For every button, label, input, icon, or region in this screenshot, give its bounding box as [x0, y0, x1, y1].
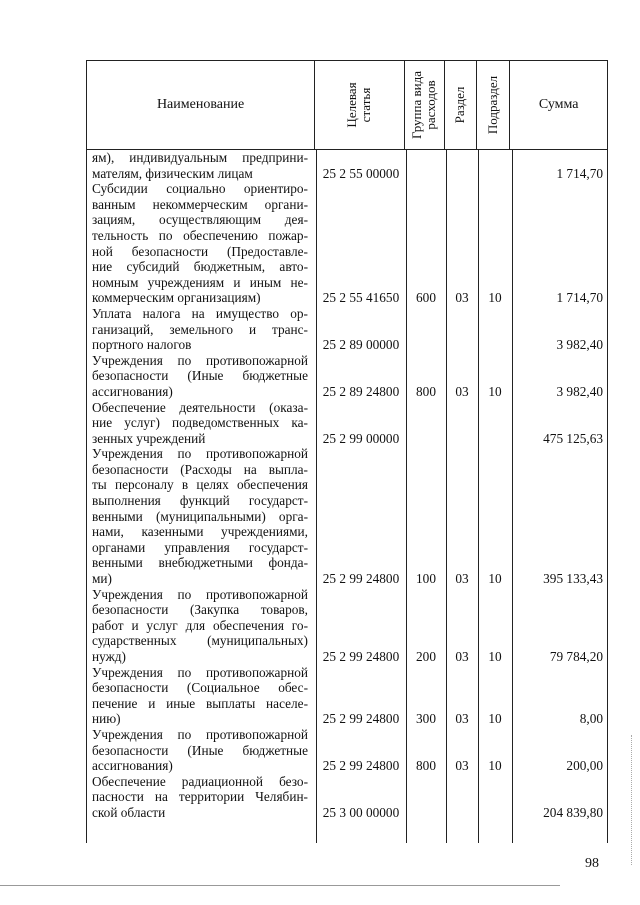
row-name [87, 587, 316, 665]
row-code: 25 2 99 00000 [322, 430, 400, 446]
row-name-line: тельность по обеспечению пожар- [92, 227, 308, 243]
row-subsection: 10 [488, 758, 502, 774]
row-name [87, 446, 316, 586]
row-name-line: безопасности (Иные бюджетные [92, 368, 308, 384]
row-name-line: портного налогов [92, 337, 192, 353]
header-code [315, 61, 405, 149]
row-name-line: работ и услуг для обеспечения го- [92, 617, 308, 633]
row-sum: 204 839,80 [543, 804, 603, 820]
row-name-line: номным учреждениям и иным не- [92, 274, 308, 290]
row-name-line: нужд) [92, 649, 126, 664]
row-name-line: сударственных (муниципальных) [92, 633, 308, 649]
table-row [87, 446, 607, 586]
row-name-line: органами управления государст- [92, 539, 308, 555]
row-name-line: венными внебюджетными фонда- [92, 555, 308, 571]
row-name-line: ние субсидий бюджетным, авто- [92, 259, 308, 275]
row-section: 03 [455, 290, 469, 306]
header-group-text: Группа вида расходов [409, 71, 439, 139]
row-name-line: безопасности (Социальное обес- [92, 680, 308, 696]
row-section: 03 [455, 711, 469, 727]
row-name-line: Учреждения по противопожарной [92, 586, 308, 602]
row-subsection: 10 [488, 711, 502, 727]
page-number: 98 [585, 856, 599, 871]
row-name-line: нию) [92, 711, 121, 727]
header-code-text: Целевая статья [344, 82, 374, 128]
row-section: 03 [455, 649, 469, 664]
row-group: 100 [416, 571, 436, 587]
table-row [87, 774, 607, 821]
header-subsection-text: Подраздел [484, 75, 500, 135]
row-sum: 1 714,70 [556, 290, 603, 306]
row-name-line: нами, казенными учреждениями, [92, 524, 308, 540]
row-name-line: ской области [92, 804, 166, 820]
row-name [87, 774, 316, 821]
table-row [87, 150, 607, 181]
row-name-line: зациям, осуществляющим дея- [92, 212, 308, 228]
row-name [87, 727, 316, 774]
table-rows [87, 150, 607, 821]
row-name-line: зенных учреждений [92, 430, 206, 446]
row-sum: 79 784,20 [549, 649, 603, 664]
header-subsection [477, 61, 511, 149]
row-group: 200 [416, 649, 436, 664]
row-name-line: коммерческим организациям) [92, 290, 261, 306]
row-code: 25 2 99 24800 [322, 649, 400, 664]
row-subsection: 10 [488, 290, 502, 306]
row-name-line: Учреждения по противопожарной [92, 664, 308, 680]
footer-rule [0, 885, 560, 886]
row-name-line: Учреждения по противопожарной [92, 352, 308, 368]
row-name-line: Учреждения по противопожарной [92, 726, 308, 742]
table-row [87, 181, 607, 306]
table-row [87, 665, 607, 727]
row-name-line: ассигнования) [92, 758, 173, 774]
header-name: Наименование [87, 61, 315, 149]
row-sum: 200,00 [566, 758, 603, 774]
row-sum: 8,00 [579, 711, 603, 727]
row-name-line: ванным некоммерческим органи- [92, 196, 308, 212]
row-group: 800 [416, 758, 436, 774]
row-section: 03 [455, 571, 469, 587]
row-name [87, 306, 316, 353]
row-name-line: ты персоналу в целях обеспечения [92, 477, 308, 493]
row-name-line: Субсидии социально ориентиро- [92, 181, 308, 197]
row-subsection: 10 [488, 571, 502, 587]
row-name-line: венными (муниципальными) орга- [92, 508, 308, 524]
row-code: 25 2 55 41650 [322, 290, 400, 306]
row-name-line: ассигнования) [92, 383, 173, 399]
row-group: 300 [416, 711, 436, 727]
row-name-line: безопасности (Иные бюджетные [92, 742, 308, 758]
row-name [87, 665, 316, 727]
row-group: 800 [416, 383, 436, 399]
row-name-line: ми) [92, 571, 112, 587]
row-code: 25 2 89 24800 [322, 383, 400, 399]
row-code: 25 2 99 24800 [322, 711, 400, 727]
table-row [87, 400, 607, 447]
row-name-line: печение и иные выплаты населе- [92, 695, 308, 711]
row-name-line: Обеспечение радиационной безо- [92, 773, 308, 789]
row-name-line: Учреждения по противопожарной [92, 446, 308, 462]
budget-table [86, 60, 608, 843]
row-name-line: безопасности (Расходы на выпла- [92, 461, 308, 477]
row-group: 600 [416, 290, 436, 306]
header-sum: Сумма [538, 97, 579, 112]
row-code: 25 2 99 24800 [322, 758, 400, 774]
row-name-line: Уплата налога на имущество ор- [92, 305, 308, 321]
table-row [87, 353, 607, 400]
row-name [87, 181, 316, 306]
row-subsection: 10 [488, 649, 502, 664]
header-group [405, 61, 445, 149]
row-name-line: ние услуг) подведомственных ка- [92, 415, 308, 431]
table-header [87, 61, 607, 150]
row-sum: 395 133,43 [543, 571, 603, 587]
row-name-line: ям), индивидуальным предприни- [92, 150, 308, 165]
row-name-line: безопасности (Закупка товаров, [92, 602, 308, 618]
row-name-line: ной безопасности (Предоставле- [92, 243, 308, 259]
row-section: 03 [455, 758, 469, 774]
row-name [87, 150, 316, 181]
row-subsection: 10 [488, 383, 502, 399]
row-code: 25 2 89 00000 [322, 337, 400, 353]
row-code: 25 3 00 00000 [322, 804, 400, 820]
row-sum: 3 982,40 [556, 383, 603, 399]
scan-edge-mark [631, 735, 632, 865]
table-row [87, 727, 607, 774]
row-code: 25 2 99 24800 [322, 571, 400, 587]
row-name-line: ганизаций, земельного и транс- [92, 321, 308, 337]
table-row [87, 587, 607, 665]
row-name-line: мателям, физическим лицам [92, 165, 253, 181]
row-name-line: пасности на территории Челябин- [92, 789, 308, 805]
table-row [87, 306, 607, 353]
row-sum: 3 982,40 [556, 337, 603, 353]
row-code: 25 2 55 00000 [322, 165, 400, 181]
row-name-line: Обеспечение деятельности (оказа- [92, 399, 308, 415]
row-sum: 1 714,70 [556, 165, 603, 181]
row-sum: 475 125,63 [543, 430, 603, 446]
row-section: 03 [455, 383, 469, 399]
table-body [87, 150, 607, 843]
header-section [445, 61, 477, 149]
row-name [87, 400, 316, 447]
header-section-text: Раздел [452, 86, 468, 124]
row-name [87, 353, 316, 400]
row-name-line: выполнения функций государст- [92, 493, 308, 509]
